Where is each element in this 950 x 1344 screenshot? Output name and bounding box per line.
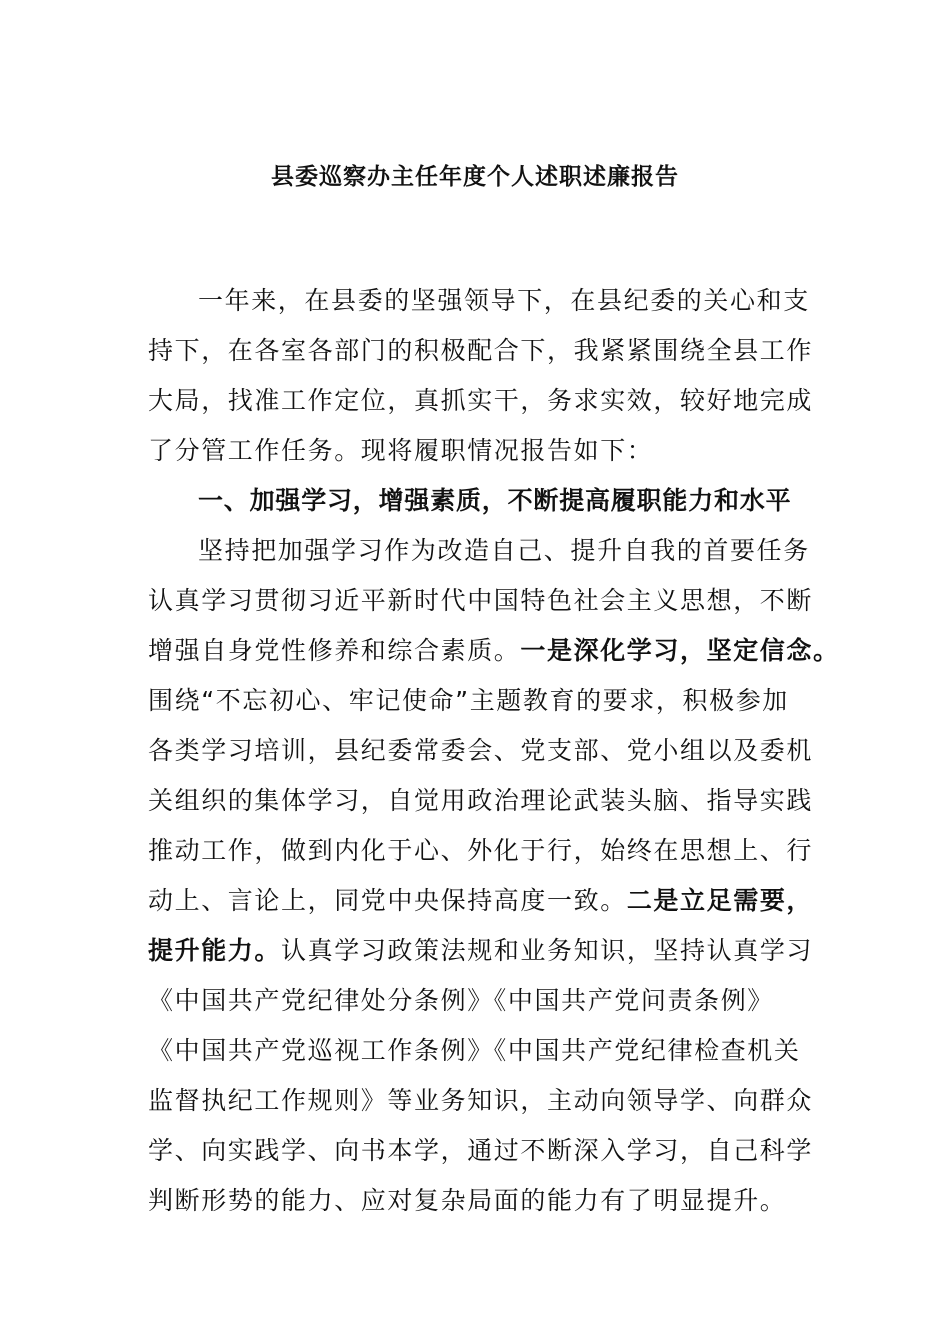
paragraph-line [148, 634, 848, 668]
paragraph-line: 了分管工作任务。现将履职情况报告如下： [148, 436, 654, 465]
paragraph-line: 关组织的集体学习，自觉用政治理论武装头脑、指导实践 [148, 786, 814, 815]
paragraph-line: 监督执纪工作规则》等业务知识，主动向领导学、向群众 [148, 1086, 814, 1115]
bold-subheading: 二是立足需要， [626, 886, 814, 915]
paragraph-line: 各类学习培训，县纪委常委会、党支部、党小组以及委机 [148, 736, 814, 765]
paragraph-line: 判断形势的能力、应对复杂局面的能力有了明显提升。 [148, 1186, 787, 1215]
paragraph-line [148, 934, 848, 968]
text-run: 增强自身党性修养和综合素质。 [148, 636, 521, 665]
paragraph-line: 围绕“不忘初心、牢记使命”主题教育的要求，积极参加 [148, 686, 789, 715]
text-run: 动上、言论上，同党中央保持高度一致。 [148, 886, 627, 915]
paragraph-line: 大局，找准工作定位，真抓实干，务求实效，较好地完成 [148, 386, 814, 415]
bold-subheading: 一是深化学习，坚定信念。 [520, 636, 840, 665]
paragraph-line: 《中国共产党纪律处分条例》《中国共产党问责条例》 [148, 986, 774, 1015]
paragraph-line: 认真学习贯彻习近平新时代中国特色社会主义思想，不断 [148, 586, 814, 615]
text-run: 认真学习政策法规和业务知识，坚持认真学习 [281, 936, 814, 965]
paragraph-line: 一年来，在县委的坚强领导下，在县纪委的关心和支 [198, 286, 810, 315]
paragraph-line: 学、向实践学、向书本学，通过不断深入学习，自己科学 [148, 1136, 814, 1165]
paragraph-line: 持下，在各室各部门的积极配合下，我紧紧围绕全县工作 [148, 336, 814, 365]
bold-subheading: 提升能力。 [148, 936, 282, 965]
paragraph-line: 《中国共产党巡视工作条例》《中国共产党纪律检查机关 [148, 1036, 801, 1065]
document-title: 县委巡察办主任年度个人述职述廉报告 [271, 163, 679, 190]
paragraph-line: 推动工作，做到内化于心、外化于行，始终在思想上、行 [148, 836, 814, 865]
paragraph-line: 坚持把加强学习作为改造自己、提升自我的首要任务 [198, 536, 810, 565]
paragraph-line [148, 884, 848, 918]
section-heading: 一、加强学习，增强素质，不断提高履职能力和水平 [198, 486, 792, 515]
